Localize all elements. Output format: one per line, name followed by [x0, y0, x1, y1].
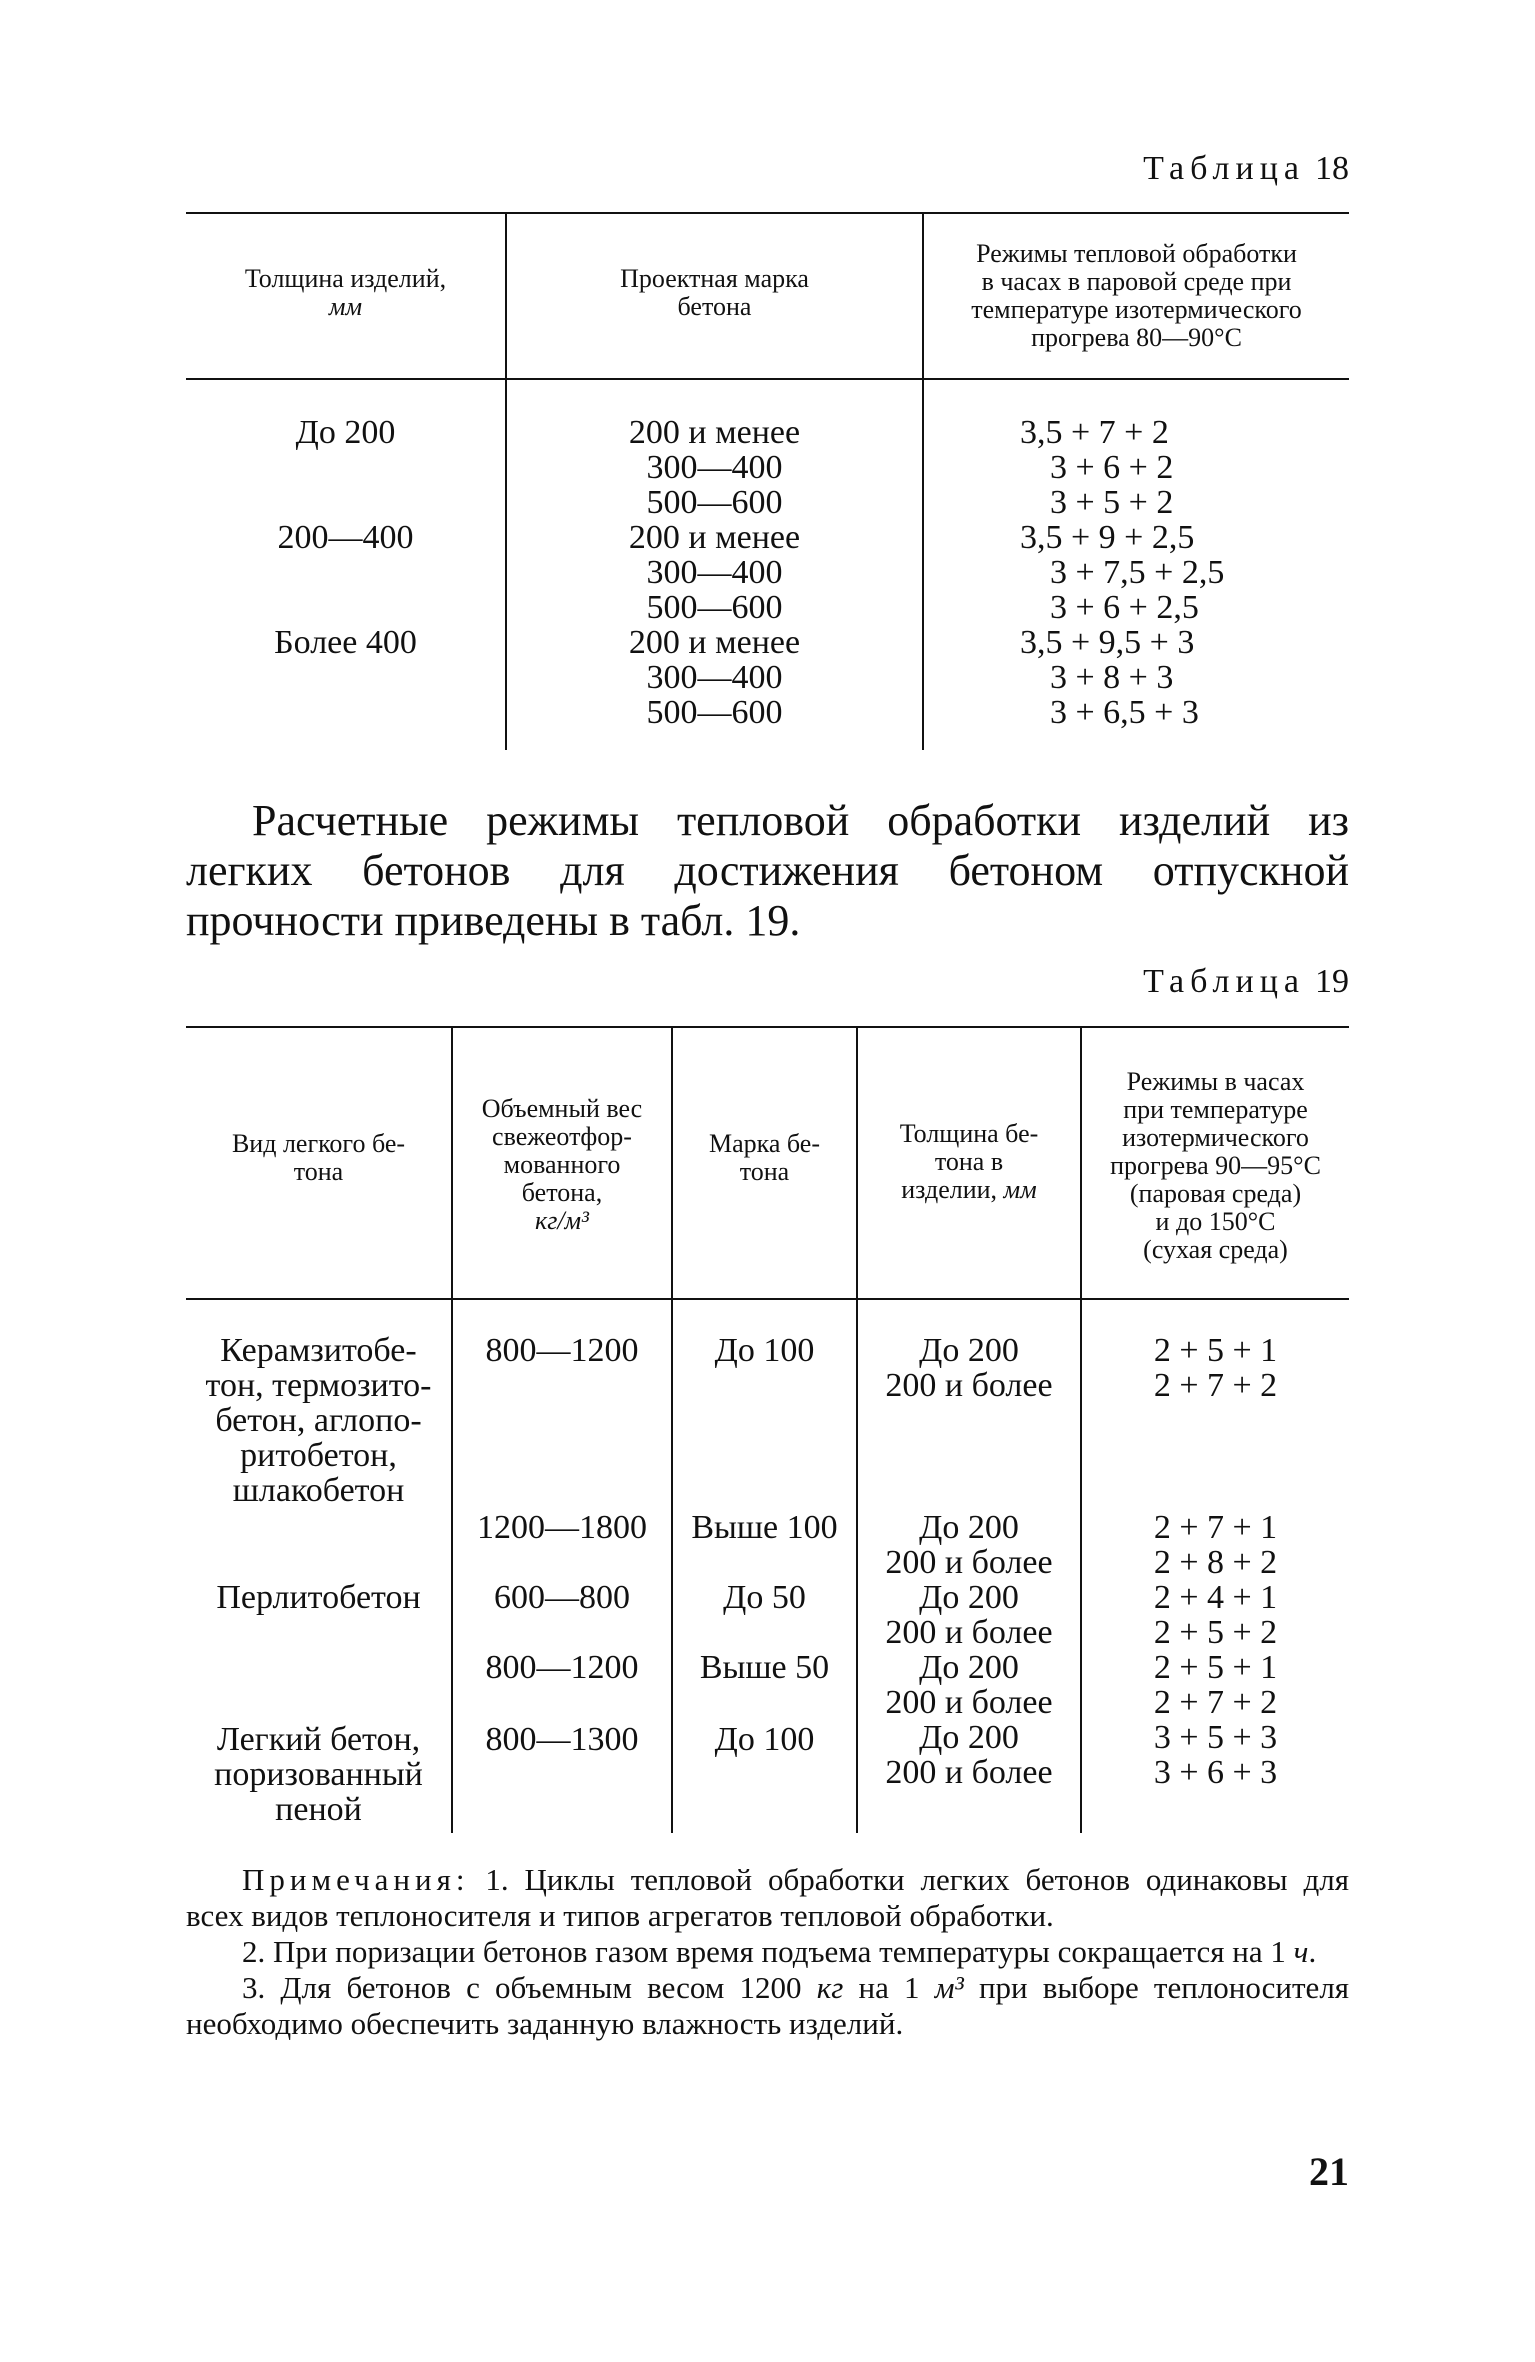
table18-grade-cell: 200 и менее	[628, 414, 801, 451]
page-number: 21	[1309, 2149, 1349, 2194]
table19-type-column	[186, 1333, 451, 1508]
table19-type-line: ритобетон,	[240, 1437, 397, 1474]
table19-mode-cell: 2 + 5 + 1	[1153, 1332, 1278, 1369]
table19-thickness-cell: До 200	[919, 1332, 1019, 1369]
table19-header-modes-line5: (паровая среда)	[1129, 1179, 1302, 1208]
table19-thickness-cell: 200 и более	[885, 1754, 1053, 1791]
table18-grade-cell: 300—400	[646, 449, 783, 486]
table19-type-perlite: Перлитобетон	[216, 1579, 421, 1616]
table18-grade-cell: 500—600	[646, 484, 783, 521]
table19-weight-cell: 800—1300	[485, 1721, 639, 1758]
table18-header-modes	[924, 240, 1349, 352]
table19-header-grade-line1: Марка бе-	[708, 1129, 821, 1158]
note-1-text: 1. Циклы тепловой обработки легких бетонов одинаковы для всех видов теплоносителя и типов агрегатов тепловой обработки.	[186, 1862, 1349, 1933]
table18-mode-cell: 3 + 7,5 + 2,5	[1050, 554, 1225, 591]
table19-header-thickness-line3: изделии,	[901, 1175, 998, 1204]
table18-mode-cell: 3,5 + 9,5 + 3	[1020, 624, 1195, 661]
table19-type-line: пеной	[275, 1791, 362, 1828]
table19-type-line: Легкий бетон,	[216, 1721, 421, 1758]
table18-modes-column	[1020, 415, 1320, 730]
table19-header-grade	[673, 1130, 856, 1186]
table19-header-weight	[453, 1095, 671, 1235]
table19-weight-cell: 1200—1800	[477, 1509, 647, 1546]
table19-mode-cell: 2 + 7 + 1	[1153, 1509, 1278, 1546]
table19-mode-cell: 2 + 8 + 2	[1153, 1544, 1278, 1581]
table19-header-weight-line3: мованного	[503, 1150, 621, 1179]
table18-thickness-1: До 200	[295, 414, 396, 451]
table19-thickness-group	[858, 1510, 1080, 1790]
table19-header-modes	[1082, 1068, 1349, 1264]
table18-grade-cell: 200 и менее	[628, 624, 801, 661]
table18-top-rule	[186, 212, 1349, 214]
table19-mode-cell: 2 + 4 + 1	[1153, 1579, 1278, 1616]
note-1	[186, 1862, 1349, 1934]
table19-type-line: тон, термозито-	[205, 1367, 432, 1404]
table19-grade-cell: Выше 50	[699, 1649, 830, 1686]
note-3-text-c: при выборе теплоносителя необходимо обеспечить заданную влажность изделий.	[186, 1970, 1350, 2041]
table19-caption-number: 19	[1315, 963, 1349, 1000]
table19-header-modes-line6: и до 150°С	[1155, 1207, 1276, 1236]
table18-grade-cell: 300—400	[646, 659, 783, 696]
table19-top-rule	[186, 1026, 1349, 1028]
table19-caption-word: Таблица	[1143, 963, 1305, 1000]
note-3	[186, 1970, 1349, 2042]
table19-mode-cell: 3 + 6 + 3	[1153, 1754, 1278, 1791]
notes-block	[186, 1862, 1349, 2042]
table18-grade-cell: 300—400	[646, 554, 783, 591]
table18-header-thickness-unit: мм	[328, 292, 363, 321]
table18-grade-column	[507, 415, 922, 730]
table18-grade-cell: 500—600	[646, 589, 783, 626]
table18-thickness-2: 200—400	[277, 519, 414, 556]
note-2-text: 2. При поризации бетонов газом время подъема температуры сокращается на 1	[242, 1934, 1286, 1969]
table18-mode-cell: 3 + 8 + 3	[1050, 659, 1174, 696]
table18-mode-cell: 3 + 5 + 2	[1050, 484, 1174, 521]
table18-header-modes-line4: прогрева 80—90°С	[1031, 323, 1242, 352]
table19-header-thickness-line2: тона в	[934, 1147, 1004, 1176]
table19-header-modes-line3: изотермического	[1122, 1123, 1309, 1152]
table18-header-modes-line2: в часах в паровой среде при	[981, 267, 1292, 296]
note-2-unit: ч	[1293, 1934, 1309, 1969]
table19-weight-cell: 800—1200	[485, 1649, 639, 1686]
table19-header-modes-line7: (сухая среда)	[1143, 1235, 1288, 1264]
table19-mode-cell: 2 + 5 + 2	[1153, 1614, 1278, 1651]
table19-header-type	[186, 1130, 451, 1186]
table19-header-weight-unit: кг/м³	[535, 1206, 589, 1235]
table19-modes-group	[1082, 1333, 1349, 1403]
table18-header-rule	[186, 378, 1349, 380]
table19-thickness-cell: 200 и более	[885, 1544, 1053, 1581]
table19-thickness-cell: 200 и более	[885, 1367, 1053, 1404]
table19-caption	[1143, 963, 1349, 1001]
notes-label: Примечания:	[242, 1862, 470, 1897]
note-2: 2. При поризации бетонов газом время подъема температуры сокращается на 1 ч.	[242, 1934, 1317, 1969]
table19-header-type-line1: Вид легкого бе-	[231, 1129, 406, 1158]
table18-header-modes-line3: температуре изотермического	[971, 295, 1302, 324]
table19-thickness-cell: До 200	[919, 1579, 1019, 1616]
table18-thickness-3: Более 400	[274, 624, 417, 661]
table19-header-thickness-line1: Толщина бе-	[899, 1119, 1039, 1148]
table18-header-grade-line1: Проектная марка	[620, 264, 809, 293]
table19-thickness-group	[858, 1333, 1080, 1403]
table18-caption	[1143, 150, 1349, 188]
table18-grade-cell: 200 и менее	[628, 519, 801, 556]
body-paragraph: Расчетные режимы тепловой обработки изделий из легких бетонов для достижения бетоном отпускной прочности приведены в табл. 19.	[186, 796, 1349, 945]
table19-modes-group	[1082, 1510, 1349, 1790]
table19-header-modes-line4: прогрева 90—95°С	[1110, 1151, 1321, 1180]
table19-mode-cell: 3 + 5 + 3	[1153, 1719, 1278, 1756]
table19-header-type-line2: тона	[293, 1157, 344, 1186]
table18-header-modes-line1: Режимы тепловой обработки	[976, 239, 1297, 268]
table19-grade-cell: До 100	[714, 1332, 815, 1369]
table19-thickness-cell: 200 и более	[885, 1684, 1053, 1721]
table19-header-weight-line2: свежеотфор-	[492, 1122, 632, 1151]
table19-header-thickness	[858, 1120, 1080, 1204]
table18-header-grade-line2: бетона	[677, 292, 752, 321]
table19-header-rule	[186, 1298, 1349, 1300]
table18-mode-cell: 3 + 6,5 + 3	[1050, 694, 1199, 731]
table19-mode-cell: 2 + 7 + 2	[1153, 1684, 1278, 1721]
table18-mode-cell: 3 + 6 + 2	[1050, 449, 1174, 486]
table19-type-foam-column	[186, 1722, 451, 1827]
table19-type-line: Керамзитобе-	[220, 1332, 417, 1369]
table18-mode-cell: 3,5 + 7 + 2	[1020, 414, 1169, 451]
table19-thickness-cell: До 200	[919, 1649, 1019, 1686]
table18-grade-cell: 500—600	[646, 694, 783, 731]
table19-type-line: поризованный	[214, 1756, 423, 1793]
table18-header-grade	[507, 265, 922, 321]
table18-mode-cell: 3 + 6 + 2,5	[1050, 589, 1199, 626]
table19-weight-cell: 600—800	[494, 1579, 630, 1616]
table19-thickness-cell: До 200	[919, 1509, 1019, 1546]
table19-mode-cell: 2 + 5 + 1	[1153, 1649, 1278, 1686]
table19-header-grade-line2: тона	[739, 1157, 790, 1186]
note-3-unit-1: кг	[816, 1970, 844, 2005]
table19-header-modes-line1: Режимы в часах	[1126, 1067, 1305, 1096]
table19-header-modes-line2: при температуре	[1123, 1095, 1308, 1124]
table19-thickness-cell: 200 и более	[885, 1614, 1053, 1651]
table18-caption-word: Таблица	[1143, 150, 1305, 187]
table18-mode-cell: 3,5 + 9 + 2,5	[1020, 519, 1195, 556]
note-3-unit-2: м³	[934, 1970, 964, 2005]
table19-grade-cell: Выше 100	[691, 1509, 838, 1546]
note-3-text-b: на 1	[858, 1970, 920, 2005]
table19-grade-cell: До 50	[723, 1579, 806, 1616]
table19-header-weight-line4: бетона,	[521, 1178, 603, 1207]
table19-header-thickness-unit: мм	[1003, 1175, 1037, 1204]
table19-type-line: шлакобетон	[232, 1472, 405, 1509]
table19-type-line: бетон, аглопо-	[215, 1402, 422, 1439]
table19-mode-cell: 2 + 7 + 2	[1153, 1367, 1278, 1404]
table19-thickness-cell: До 200	[919, 1719, 1019, 1756]
table19-header-weight-line1: Объемный вес	[481, 1094, 643, 1123]
table18-header-thickness	[186, 265, 505, 321]
table19-weight-cell: 800—1200	[485, 1332, 639, 1369]
table18-header-thickness-text: Толщина изделий,	[244, 264, 447, 293]
table19-grade-cell: До 100	[714, 1721, 815, 1758]
note-3-text-a: 3. Для бетонов с объемным весом 1200	[242, 1970, 802, 2005]
table18-thickness-column	[186, 415, 505, 660]
table18-caption-number: 18	[1315, 150, 1349, 187]
